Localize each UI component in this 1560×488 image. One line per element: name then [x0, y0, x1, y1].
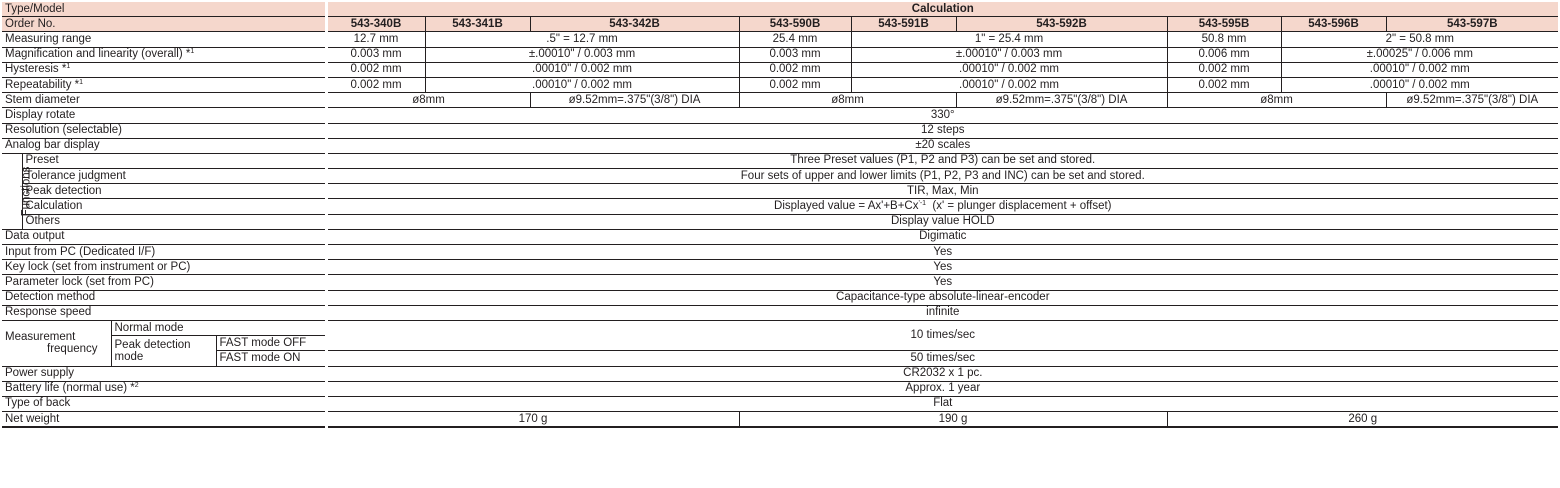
- calculation-label: Calculation: [22, 199, 326, 214]
- value-cell: ±20 scales: [326, 138, 1558, 153]
- peak-detection-mode-label: [111, 336, 216, 366]
- hysteresis-label: [2, 62, 326, 77]
- model-543-341b: 543-341B: [425, 17, 530, 32]
- display-rotate-row: [2, 108, 1558, 123]
- value-cell: Capacitance-type absolute-linear-encoder: [326, 290, 1558, 305]
- value-cell: 2" = 50.8 mm: [1281, 32, 1558, 47]
- function-tolerance-row: [2, 169, 1558, 184]
- value-cell: 12.7 mm: [326, 32, 425, 47]
- repeatability-label-text: Repeatability *: [5, 78, 80, 91]
- analog-bar-label: Analog bar display: [2, 138, 326, 153]
- stem-diameter-row: [2, 93, 1558, 108]
- order-no-row: [2, 17, 1558, 32]
- frequency-normal-row: [2, 320, 1558, 335]
- measurement-frequency-label: [2, 320, 111, 366]
- footnote-marker: 1: [190, 48, 195, 56]
- measurement-frequency-line1: Measurement: [5, 331, 76, 344]
- data-output-row: [2, 229, 1558, 244]
- type-model-label: Type/Model: [2, 2, 326, 17]
- parameter-lock-row: [2, 275, 1558, 290]
- value-cell: .00010" / 0.002 mm: [1281, 77, 1558, 92]
- value-cell: 50.8 mm: [1167, 32, 1281, 47]
- model-543-591b: 543-591B: [851, 17, 956, 32]
- value-cell: Flat: [326, 396, 1558, 411]
- value-cell: 1" = 25.4 mm: [851, 32, 1167, 47]
- resolution-label: Resolution (selectable): [2, 123, 326, 138]
- value-cell: 0.003 mm: [326, 47, 425, 62]
- frequency-fast-on-row: [2, 351, 1558, 366]
- peak-detection-label: Peak detection: [22, 184, 326, 199]
- value-cell: 170 g: [326, 412, 739, 428]
- order-no-label: Order No.: [2, 17, 326, 32]
- detection-method-label: Detection method: [2, 290, 326, 305]
- value-cell: 0.002 mm: [326, 62, 425, 77]
- hysteresis-label-text: Hysteresis *: [5, 63, 67, 76]
- functions-group-label: [2, 153, 33, 229]
- function-others-row: [2, 214, 1558, 229]
- value-cell: ø9.52mm=.375"(3/8") DIA: [956, 93, 1167, 108]
- value-cell: 12 steps: [326, 123, 1558, 138]
- detection-method-row: [2, 290, 1558, 305]
- calculation-value: [326, 199, 1558, 214]
- model-543-597b: 543-597B: [1386, 17, 1558, 32]
- net-weight-label: Net weight: [2, 412, 326, 428]
- repeatability-row: [2, 77, 1558, 92]
- model-543-340b: 543-340B: [326, 17, 425, 32]
- normal-mode-label: Normal mode: [111, 320, 326, 335]
- model-543-595b: 543-595B: [1167, 17, 1281, 32]
- value-cell: Approx. 1 year: [326, 381, 1558, 396]
- input-pc-label: Input from PC (Dedicated I/F): [2, 245, 326, 260]
- value-cell: 190 g: [739, 412, 1167, 428]
- model-543-590b: 543-590B: [739, 17, 851, 32]
- stem-diameter-label: Stem diameter: [2, 93, 326, 108]
- magnification-label-text: Magnification and linearity (overall) *: [5, 48, 191, 61]
- value-cell: 0.003 mm: [739, 47, 851, 62]
- power-supply-label: Power supply: [2, 366, 326, 381]
- peak-detection-mode-line2: mode: [114, 350, 144, 363]
- display-rotate-label: Display rotate: [2, 108, 326, 123]
- key-lock-row: [2, 260, 1558, 275]
- function-preset-row: [2, 153, 1558, 168]
- response-speed-label: Response speed: [2, 305, 326, 320]
- function-peak-row: [2, 184, 1558, 199]
- fast-mode-off-label: FAST mode OFF: [216, 336, 326, 351]
- net-weight-row: [2, 412, 1558, 428]
- value-cell: ø8mm: [1167, 93, 1386, 108]
- function-calculation-row: [2, 199, 1558, 214]
- analog-bar-row: [2, 138, 1558, 153]
- value-cell: 260 g: [1167, 412, 1558, 428]
- model-543-342b: 543-342B: [530, 17, 739, 32]
- value-cell: ±.00010" / 0.003 mm: [425, 47, 739, 62]
- value-cell: 0.002 mm: [326, 77, 425, 92]
- value-cell: .00010" / 0.002 mm: [851, 62, 1167, 77]
- type-of-back-label: Type of back: [2, 396, 326, 411]
- value-cell: Display value HOLD: [326, 214, 1558, 229]
- footnote-marker: 1: [66, 63, 71, 71]
- value-cell: .00010" / 0.002 mm: [425, 77, 739, 92]
- value-cell: .00010" / 0.002 mm: [851, 77, 1167, 92]
- value-cell: 0.002 mm: [1167, 62, 1281, 77]
- value-cell: .00010" / 0.002 mm: [425, 62, 739, 77]
- preset-label: Preset: [22, 153, 326, 168]
- measurement-frequency-line2: frequency: [47, 343, 98, 356]
- value-cell: Yes: [326, 245, 1558, 260]
- power-supply-row: [2, 366, 1558, 381]
- value-cell: ±.00025" / 0.006 mm: [1281, 47, 1558, 62]
- footnote-marker: 1: [79, 78, 84, 86]
- value-cell: 330°: [326, 108, 1558, 123]
- value-cell: 10 times/sec: [326, 320, 1558, 350]
- value-cell: Four sets of upper and lower limits (P1, P2, P3 and INC) can be set and stored.: [326, 169, 1558, 184]
- input-pc-row: [2, 245, 1558, 260]
- calculation-formula: Displayed value = Ax'+B+Cx: [774, 200, 919, 213]
- parameter-lock-label: Parameter lock (set from PC): [2, 275, 326, 290]
- calculation-exponent: '-1: [918, 200, 927, 208]
- footnote-marker: 2: [134, 382, 139, 390]
- battery-life-row: [2, 381, 1558, 396]
- value-cell: 25.4 mm: [739, 32, 851, 47]
- peak-detection-mode-line1: Peak detection: [114, 338, 191, 351]
- data-output-label: Data output: [2, 229, 326, 244]
- model-543-592b: 543-592B: [956, 17, 1167, 32]
- value-cell: Yes: [326, 260, 1558, 275]
- magnification-row: [2, 47, 1558, 62]
- type-model-row: [2, 2, 1558, 17]
- value-cell: ø9.52mm=.375"(3/8") DIA: [1386, 93, 1558, 108]
- hysteresis-row: [2, 62, 1558, 77]
- value-cell: CR2032 x 1 pc.: [326, 366, 1558, 381]
- model-543-596b: 543-596B: [1281, 17, 1386, 32]
- functions-label-text: Functions: [20, 166, 33, 217]
- measuring-range-row: [2, 32, 1558, 47]
- value-cell: Yes: [326, 275, 1558, 290]
- specification-table: [2, 2, 1558, 428]
- value-cell: 0.002 mm: [739, 62, 851, 77]
- value-cell: .5" = 12.7 mm: [425, 32, 739, 47]
- magnification-label: [2, 47, 326, 62]
- value-cell: 0.006 mm: [1167, 47, 1281, 62]
- value-cell: ø9.52mm=.375"(3/8") DIA: [530, 93, 739, 108]
- battery-life-label: [2, 381, 326, 396]
- value-cell: 50 times/sec: [326, 351, 1558, 366]
- calculation-note: (x' = plunger displacement + offset): [926, 200, 1112, 213]
- value-cell: infinite: [326, 305, 1558, 320]
- response-speed-row: [2, 305, 1558, 320]
- repeatability-label: [2, 77, 326, 92]
- value-cell: TIR, Max, Min: [326, 184, 1558, 199]
- value-cell: .00010" / 0.002 mm: [1281, 62, 1558, 77]
- value-cell: Three Preset values (P1, P2 and P3) can be set and stored.: [326, 153, 1558, 168]
- key-lock-label: Key lock (set from instrument or PC): [2, 260, 326, 275]
- value-cell: 0.002 mm: [1167, 77, 1281, 92]
- measuring-range-label: Measuring range: [2, 32, 326, 47]
- battery-life-label-text: Battery life (normal use) *: [5, 382, 135, 395]
- type-model-value: Calculation: [326, 2, 1558, 17]
- value-cell: ø8mm: [739, 93, 956, 108]
- fast-mode-on-label: FAST mode ON: [216, 351, 326, 366]
- tolerance-label: Tolerance judgment: [22, 169, 326, 184]
- value-cell: 0.002 mm: [739, 77, 851, 92]
- resolution-row: [2, 123, 1558, 138]
- value-cell: ±.00010" / 0.003 mm: [851, 47, 1167, 62]
- type-of-back-row: [2, 396, 1558, 411]
- others-label: Others: [22, 214, 326, 229]
- value-cell: Digimatic: [326, 229, 1558, 244]
- value-cell: ø8mm: [326, 93, 530, 108]
